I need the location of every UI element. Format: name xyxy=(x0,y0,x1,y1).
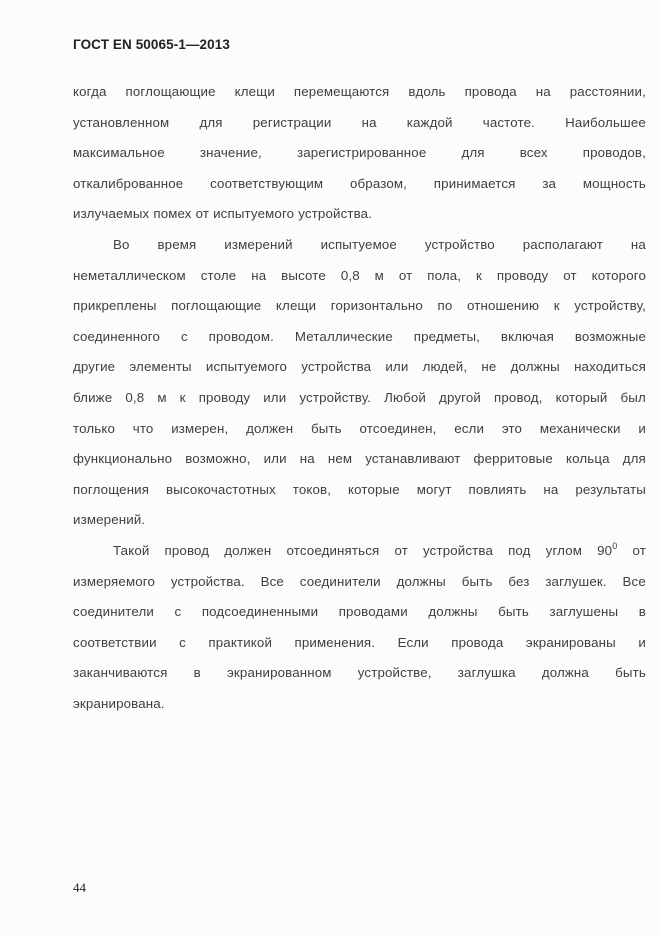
word: 0,8 xyxy=(340,267,360,283)
word: людей, xyxy=(422,359,468,375)
word: мощность xyxy=(582,175,646,191)
word: возможно, xyxy=(185,451,251,467)
word: когда xyxy=(73,84,107,99)
word: или xyxy=(263,451,287,467)
word: проводу xyxy=(496,267,549,283)
word: Во xyxy=(113,236,130,252)
text-line xyxy=(73,663,646,694)
word: устройство xyxy=(424,236,495,252)
word: образом, xyxy=(349,175,408,191)
word: перемещаются xyxy=(293,84,390,99)
word: только xyxy=(73,420,115,436)
word: с xyxy=(174,604,182,620)
word: если xyxy=(454,420,485,436)
text-line xyxy=(73,602,646,633)
text-line xyxy=(73,143,646,174)
word: для xyxy=(622,451,646,467)
word: без xyxy=(508,573,530,589)
word: возможные xyxy=(574,328,646,344)
word: устройству, xyxy=(574,298,646,314)
word: расстоянии, xyxy=(569,84,646,99)
word: углом xyxy=(545,542,583,558)
word: принимается xyxy=(433,175,516,191)
word: на xyxy=(251,267,267,283)
word: откалиброванное xyxy=(73,175,184,191)
word: должен xyxy=(246,420,294,436)
word: испытуемое xyxy=(320,236,397,252)
word: на xyxy=(630,236,646,252)
word: находиться xyxy=(574,359,646,375)
word: м xyxy=(374,267,384,283)
word: другие xyxy=(73,359,116,375)
word: устройства. xyxy=(298,206,373,222)
word: провод, xyxy=(494,389,543,405)
word: был xyxy=(620,389,646,405)
word: практикой xyxy=(208,634,273,650)
word: регистрации xyxy=(252,114,332,130)
word: с xyxy=(180,328,188,344)
word: быть xyxy=(461,573,493,589)
word: вдоль xyxy=(408,84,446,99)
word: отсоединен, xyxy=(359,420,437,436)
word: под xyxy=(508,542,531,558)
word: измерений. xyxy=(73,512,146,528)
word: столе xyxy=(200,267,237,283)
text-line xyxy=(73,266,646,297)
word: Все xyxy=(622,573,646,589)
word: клещи xyxy=(234,84,275,99)
word: поглощения xyxy=(73,481,150,497)
word: к xyxy=(179,389,186,405)
word: значение, xyxy=(199,145,262,161)
word: максимальное xyxy=(73,145,165,161)
word: измерений xyxy=(224,236,293,252)
word: проводов, xyxy=(582,145,646,161)
text-line xyxy=(73,296,646,327)
text-line xyxy=(73,419,646,450)
word: ближе xyxy=(73,389,113,405)
word: экранированном xyxy=(227,665,332,681)
word: должны xyxy=(428,604,478,620)
word: экранированы xyxy=(525,634,616,650)
text-line xyxy=(73,82,646,113)
text-line xyxy=(73,357,646,388)
word: измерен, xyxy=(171,420,229,436)
word: подсоединенными xyxy=(201,604,319,620)
document-header: ГОСТ EN 50065-1—2013 xyxy=(73,37,230,52)
word: токов, xyxy=(292,481,332,497)
text-line xyxy=(73,174,646,205)
word: и xyxy=(638,634,646,650)
word: отношению xyxy=(467,298,540,314)
word: которого xyxy=(591,267,646,283)
word: для xyxy=(461,145,485,161)
word: которые xyxy=(348,481,400,497)
text-line xyxy=(73,541,646,572)
word: за xyxy=(542,175,557,191)
word: соответствии xyxy=(73,634,157,650)
word: или xyxy=(263,389,287,405)
word: Металлические xyxy=(294,328,393,344)
text-line xyxy=(73,204,646,235)
word: по xyxy=(437,298,453,314)
word: прикреплены xyxy=(73,298,157,314)
word: кольца xyxy=(566,451,610,467)
word: провода xyxy=(464,84,517,99)
word: функционально xyxy=(73,451,173,467)
word: помех xyxy=(153,206,192,222)
word: к xyxy=(553,298,560,314)
text-line xyxy=(73,449,646,480)
word: испытуемого xyxy=(205,359,288,375)
word: высоте xyxy=(281,267,326,283)
word: должна xyxy=(541,665,589,681)
word: поглощающие xyxy=(125,84,216,99)
word: быть xyxy=(498,604,529,620)
word: Все xyxy=(260,573,284,589)
paragraph xyxy=(73,235,646,541)
word: в xyxy=(638,604,646,620)
word: от xyxy=(398,267,413,283)
word: устройству. xyxy=(299,389,372,405)
word: соединенного xyxy=(73,328,161,344)
word: располагают xyxy=(522,236,604,252)
word: проводом. xyxy=(208,328,274,344)
word: должны xyxy=(396,573,446,589)
text-line xyxy=(73,327,646,358)
word: должны xyxy=(510,359,560,375)
word: измеряемого xyxy=(73,573,156,589)
word: это xyxy=(501,420,523,436)
word: должен xyxy=(224,542,272,558)
word: отсоединяться xyxy=(286,542,380,558)
word: от xyxy=(394,542,408,558)
word: механически xyxy=(539,420,621,436)
word: устройства xyxy=(423,542,494,558)
word: каждой xyxy=(406,114,453,130)
word: высокочастотных xyxy=(166,481,276,497)
word: клещи xyxy=(275,298,317,314)
word: результаты xyxy=(575,481,646,497)
word: и xyxy=(638,420,646,436)
word: в xyxy=(193,665,201,681)
text-line xyxy=(73,510,646,541)
word: соответствующим xyxy=(210,175,324,191)
word: проводами xyxy=(338,604,408,620)
paragraph xyxy=(73,82,646,235)
word: от xyxy=(563,267,577,283)
word: установленном xyxy=(73,114,170,130)
word: могут xyxy=(416,481,452,497)
word: Такой xyxy=(113,542,150,558)
word: нем xyxy=(327,451,353,467)
word: на xyxy=(543,481,559,497)
word: всех xyxy=(519,145,548,161)
word: провода xyxy=(451,634,504,650)
word: к xyxy=(476,267,482,283)
word: провод xyxy=(164,542,210,558)
word: заглушены xyxy=(549,604,619,620)
word: включая xyxy=(500,328,554,344)
text-line xyxy=(73,694,646,725)
word: на xyxy=(535,84,551,99)
word: или xyxy=(385,359,409,375)
word: м xyxy=(157,389,167,405)
word: поглощающие xyxy=(171,298,262,314)
word: повлиять xyxy=(468,481,527,497)
word: время xyxy=(157,236,197,252)
word: от xyxy=(632,542,646,558)
word: устройства. xyxy=(170,573,245,589)
text-line xyxy=(73,572,646,603)
word: что xyxy=(132,420,154,436)
word: частоте. xyxy=(482,114,536,130)
word: быть xyxy=(310,420,342,436)
word: зарегистрированное xyxy=(296,145,427,161)
word: пола, xyxy=(427,267,462,283)
word: применения. xyxy=(294,634,376,650)
word: устройства xyxy=(301,359,372,375)
word: заглушек. xyxy=(545,573,607,589)
word: элементы xyxy=(129,359,192,375)
word: горизонтально xyxy=(330,298,423,314)
word: излучаемых xyxy=(73,206,150,222)
word: Если xyxy=(397,634,429,650)
word: предметы, xyxy=(413,328,481,344)
word: ферритовые xyxy=(473,451,553,467)
body-text xyxy=(73,82,646,724)
text-line xyxy=(73,633,646,664)
word: экранирована. xyxy=(73,695,165,711)
word: Наибольшее xyxy=(565,114,646,130)
text-line xyxy=(73,388,646,419)
word: заглушка xyxy=(457,665,516,681)
word: Любой xyxy=(384,389,426,405)
word: 0,8 xyxy=(125,389,145,405)
word: заканчиваются xyxy=(73,665,168,681)
word: на xyxy=(361,114,377,130)
word: $90^0$ xyxy=(597,540,618,558)
word: для xyxy=(199,114,223,130)
word: устанавливают xyxy=(365,451,461,467)
word: соединители xyxy=(73,604,154,620)
text-line xyxy=(73,113,646,144)
word: соединители xyxy=(299,573,381,589)
word: неметаллическом xyxy=(73,267,186,283)
text-line xyxy=(73,480,646,511)
text-line xyxy=(73,235,646,266)
word: быть xyxy=(615,665,646,681)
word: не xyxy=(481,359,497,375)
word: на xyxy=(299,451,315,467)
word: проводу xyxy=(198,389,251,405)
word: испытуемого xyxy=(213,206,295,222)
word: который xyxy=(555,389,608,405)
word: устройстве, xyxy=(357,665,432,681)
word: с xyxy=(179,634,186,650)
word: от xyxy=(195,206,210,222)
paragraph xyxy=(73,541,646,725)
word: другой xyxy=(439,389,481,405)
page-number: 44 xyxy=(73,880,86,895)
